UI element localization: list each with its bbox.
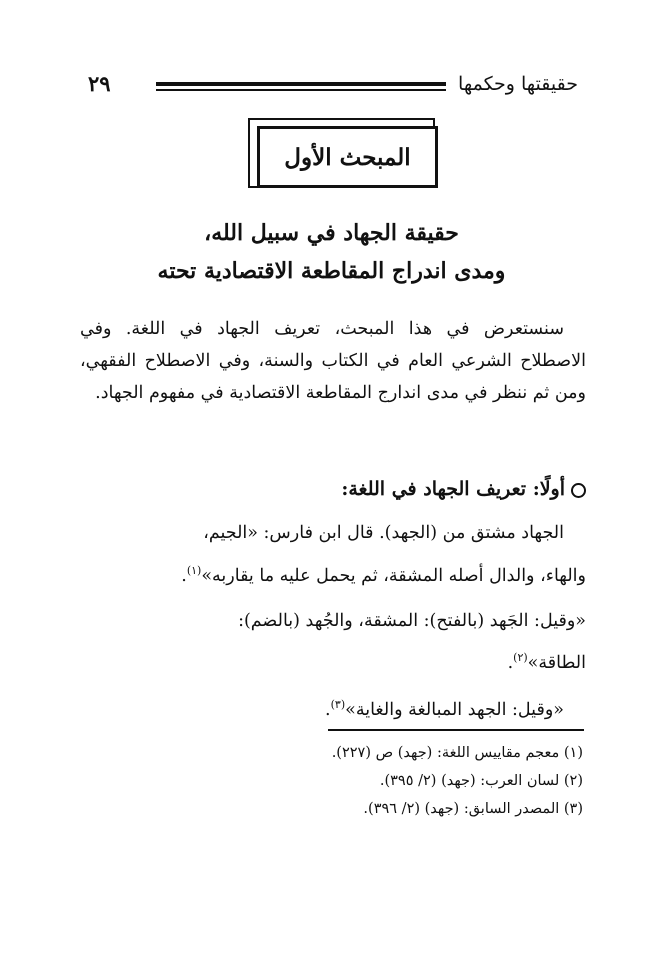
main-title-line-1: حقيقة الجهاد في سبيل الله، (204, 220, 459, 246)
paragraph-1-end: . (181, 565, 187, 586)
paragraph-1-line-1: الجهاد مشتق من (الجهد). قال ابن فارس: «الجيم، (203, 523, 564, 543)
paragraph-1-line-2 (80, 556, 586, 591)
subheading-text: أولًا: تعريف الجهاد في اللغة: (341, 478, 565, 500)
header-rule-thick (156, 82, 446, 86)
footnote-2: (٢) لسان العرب: (جهد) (٢/ ٣٩٥). (379, 773, 583, 789)
paragraph-3-end: . (325, 699, 331, 720)
hollow-circle-bullet-icon (571, 483, 586, 498)
header-double-rule (156, 82, 446, 92)
paragraph-2-line-1: «وقيل: الجَهد (بالفتح): المشقة، والجُهد (بالضم): (238, 611, 586, 631)
page-number: ٢٩ (88, 71, 111, 96)
paragraph-2-end: . (507, 652, 514, 673)
header-rule-thin (156, 89, 446, 91)
subheading (186, 474, 586, 504)
footnote-ref-3: (٣) (330, 698, 346, 711)
running-header-title: حقيقتها وحكمها (458, 73, 578, 95)
footnote-3: (٣) المصدر السابق: (جهد) (٢/ ٣٩٦). (363, 801, 583, 817)
footnote-ref-1: (١) (186, 564, 202, 577)
main-title-line-2: ومدى اندراج المقاطعة الاقتصادية تحته (157, 258, 506, 284)
paragraph-3-line-1-text: «وقيل: الجهد المبالغة والغاية» (345, 699, 564, 720)
footnote-ref-2: (٢) (513, 651, 528, 664)
paragraph-1-line-2-text: والهاء، والدال أصله المشقة، ثم يحمل عليه ما يقاربه» (201, 565, 586, 586)
paragraph-3-line-1 (80, 690, 586, 725)
section-box (257, 126, 438, 188)
paragraph-2-line-2 (80, 643, 586, 678)
footnote-separator-rule (328, 729, 584, 731)
paragraph-2-line-2-text: الطاقة» (527, 652, 586, 673)
section-box-title: المبحث الأول (284, 144, 411, 171)
footnote-1: (١) معجم مقاييس اللغة: (جهد) ص (٢٢٧). (331, 745, 583, 761)
intro-paragraph: سنستعرض في هذا المبحث، تعريف الجهاد في اللغة. وفي الاصطلاح الشرعي العام في الكتاب والسنة، وفي الاصطلاح الفقهي، ومن ثم ننظر في مدى اندارج المقاطعة الاقتصادية في مفهوم الجهاد. (80, 319, 586, 403)
